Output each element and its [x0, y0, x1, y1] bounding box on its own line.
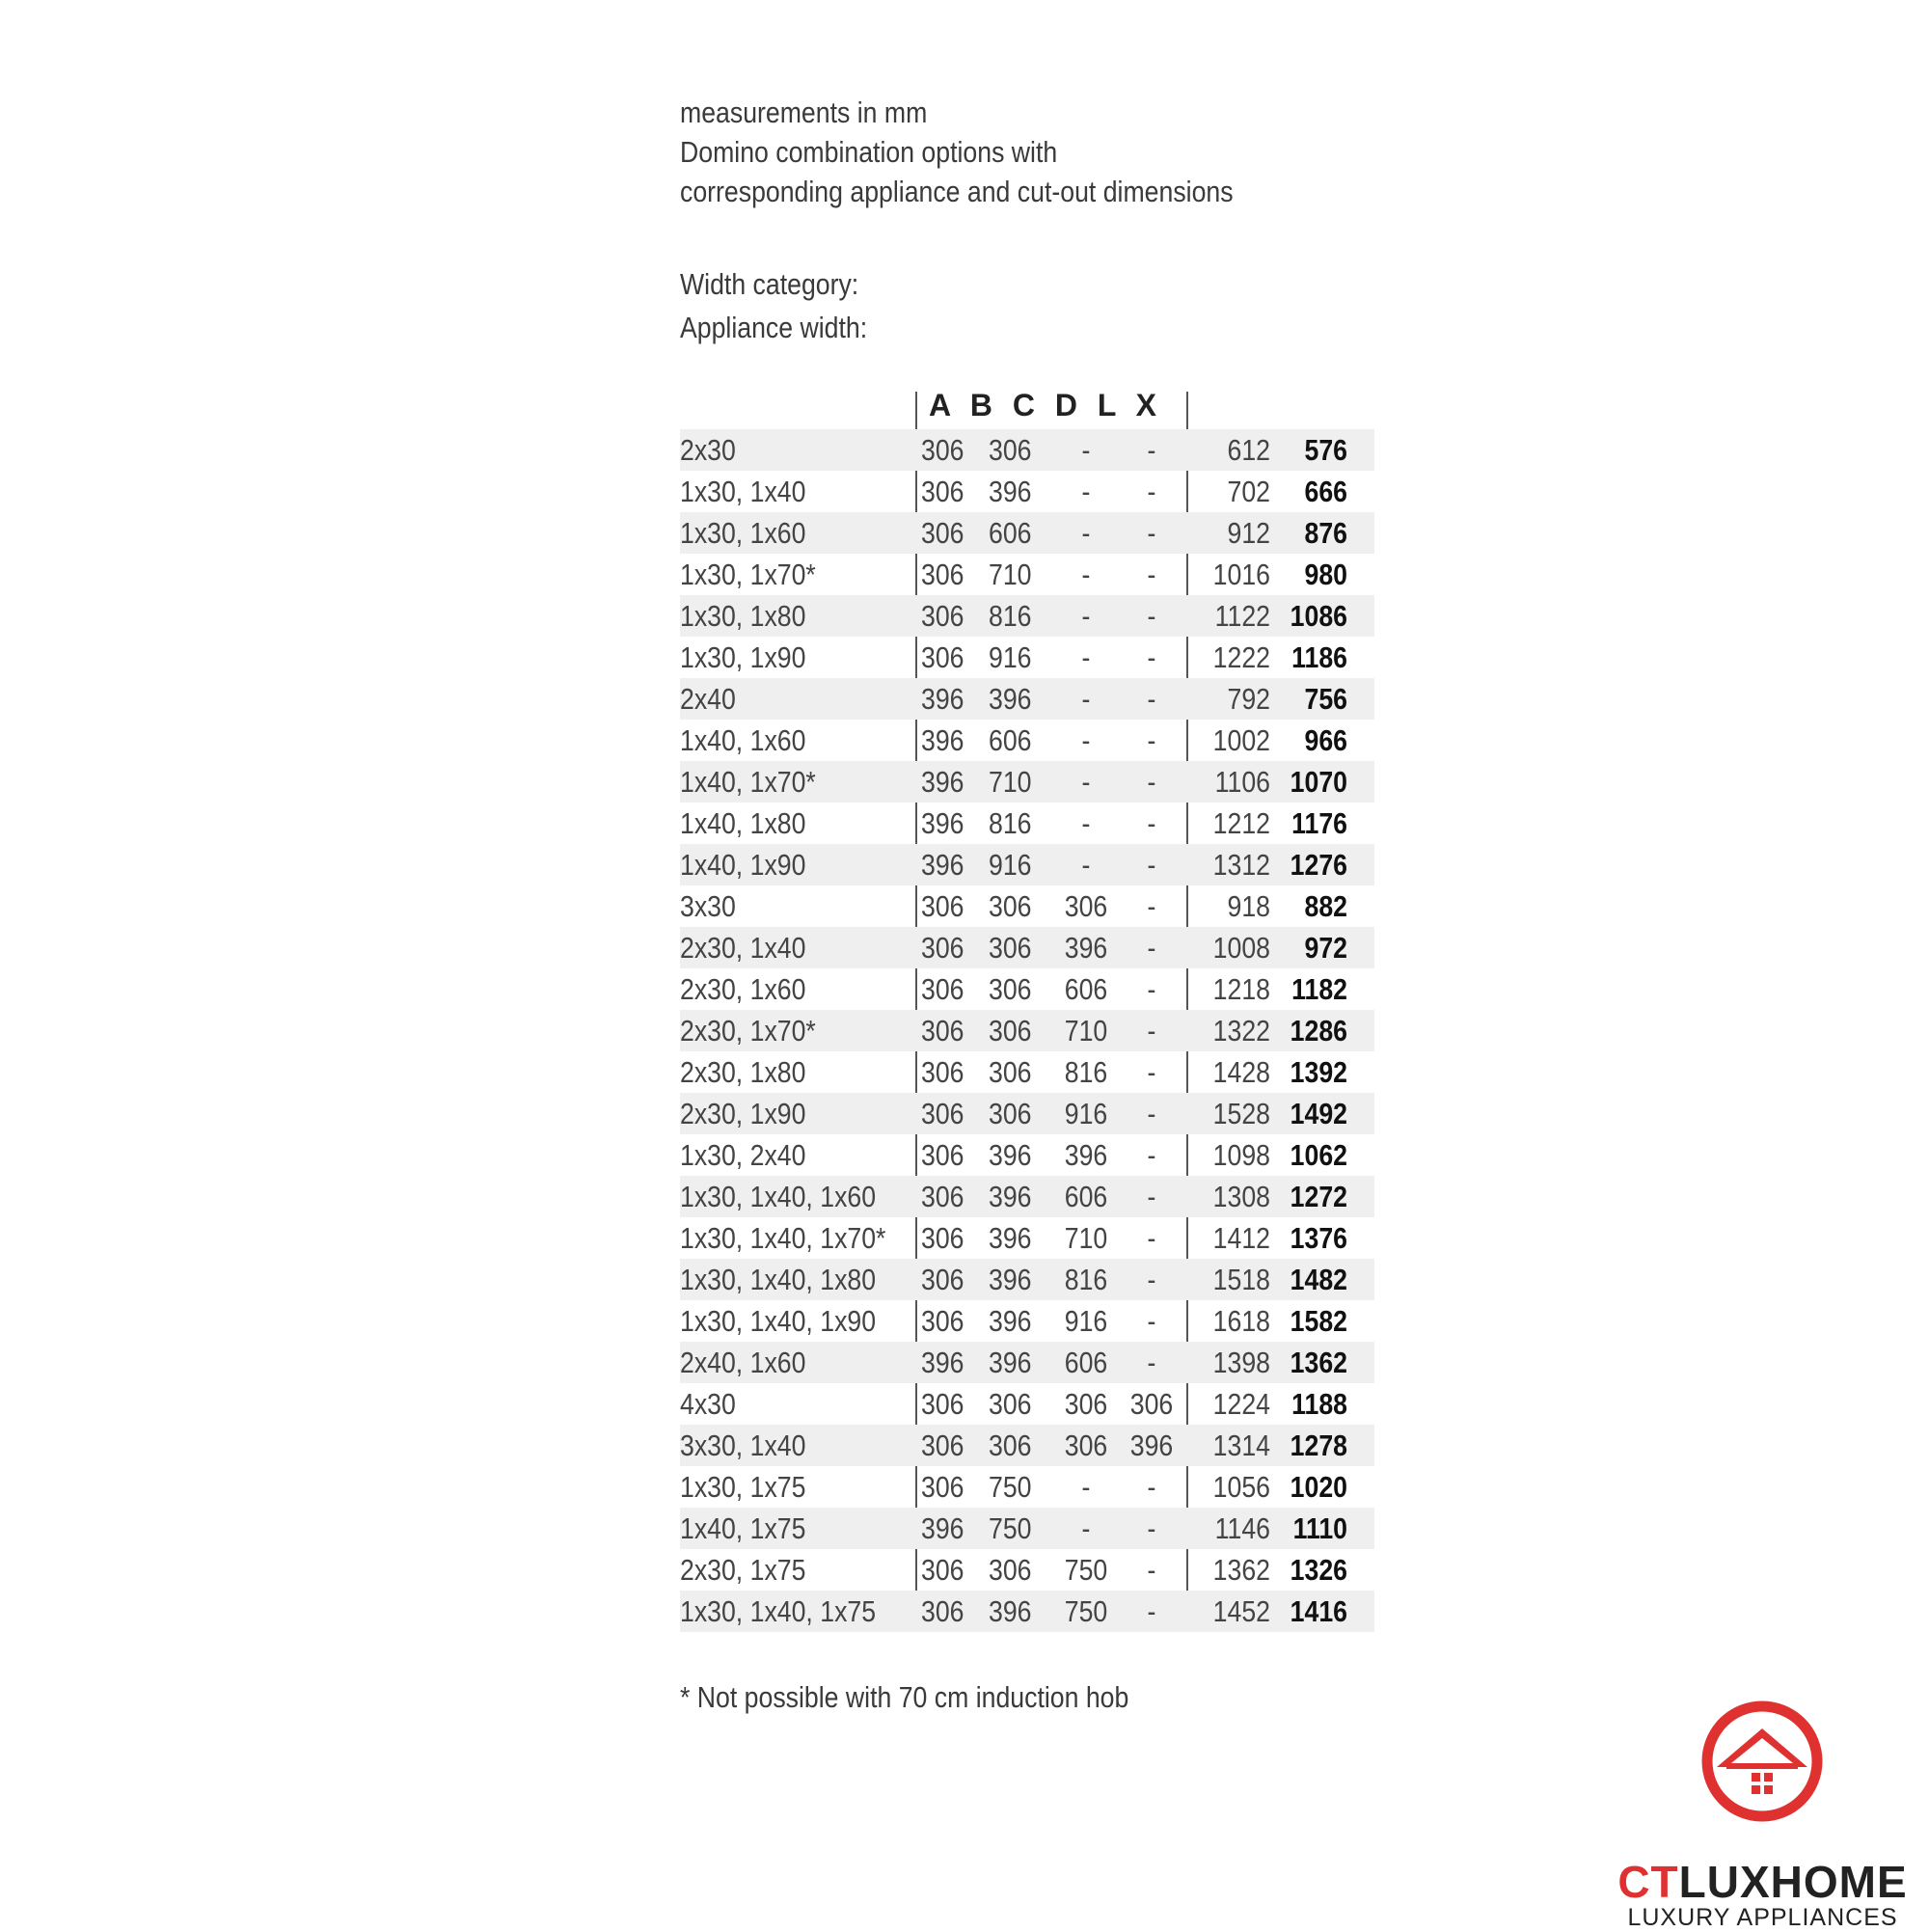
- brand-part-ct: CT: [1617, 1857, 1679, 1907]
- table-row: [680, 803, 1374, 844]
- document-header: [680, 93, 1394, 349]
- dimension-c-cell: -: [1081, 765, 1091, 799]
- appliance-width-cell: 612: [1227, 433, 1270, 467]
- cutout-width-cell: 756: [1304, 682, 1347, 716]
- dimension-a-cell: 396: [921, 1511, 964, 1545]
- table-row: [680, 1383, 1374, 1425]
- dimension-c-cell: -: [1081, 723, 1091, 757]
- dimension-a-cell: 306: [921, 1180, 964, 1213]
- combination-cell: 1x30, 2x40: [680, 1138, 806, 1172]
- brand-name: [1596, 1856, 1929, 1908]
- dimension-c-cell: -: [1081, 599, 1091, 633]
- dimension-a-cell: 306: [921, 1138, 964, 1172]
- dimension-d-cell: -: [1147, 972, 1156, 1006]
- dimension-b-cell: 710: [989, 558, 1032, 591]
- appliance-width-cell: 1528: [1212, 1097, 1270, 1130]
- intro-line-2: Domino combination options with: [680, 135, 1058, 169]
- combination-cell: 2x30, 1x40: [680, 931, 806, 965]
- dimension-a-cell: 306: [921, 931, 964, 965]
- dimension-b-cell: 396: [989, 1221, 1032, 1255]
- table-row: [680, 554, 1374, 595]
- dimension-b-cell: 306: [989, 889, 1032, 923]
- dimension-d-cell: -: [1147, 931, 1156, 965]
- dimension-a-cell: 306: [921, 516, 964, 550]
- combination-cell: 1x40, 1x90: [680, 848, 806, 882]
- dimension-c-cell: 306: [1064, 1387, 1108, 1421]
- dimension-a-cell: 306: [921, 1221, 964, 1255]
- combination-cell: 1x30, 1x40: [680, 475, 806, 508]
- table-row: [680, 1010, 1374, 1051]
- dimension-b-cell: 396: [989, 1138, 1032, 1172]
- cutout-width-cell: 1278: [1290, 1429, 1347, 1462]
- appliance-width-cell: 1322: [1212, 1014, 1270, 1048]
- dimension-c-cell: 750: [1064, 1553, 1108, 1587]
- dimension-a-cell: 396: [921, 723, 964, 757]
- dimension-c-cell: 816: [1064, 1055, 1108, 1089]
- combination-cell: 3x30, 1x40: [680, 1429, 806, 1462]
- appliance-width-cell: 1016: [1212, 558, 1270, 591]
- dimension-d-cell: -: [1147, 1553, 1156, 1587]
- dimension-d-cell: -: [1147, 1594, 1156, 1628]
- dimension-b-cell: 396: [989, 1263, 1032, 1296]
- dimension-d-cell: -: [1147, 682, 1156, 716]
- table-row: [680, 1591, 1374, 1632]
- cutout-width-cell: 1276: [1290, 848, 1347, 882]
- intro-line-1: measurements in mm: [680, 95, 928, 129]
- table-row: [680, 927, 1374, 968]
- appliance-width-cell: 1398: [1212, 1346, 1270, 1379]
- dimension-c-cell: 710: [1064, 1221, 1108, 1255]
- cutout-width-cell: 1062: [1290, 1138, 1347, 1172]
- dimension-a-cell: 306: [921, 1097, 964, 1130]
- cutout-width-cell: 972: [1304, 931, 1347, 965]
- combination-cell: 1x30, 1x40, 1x60: [680, 1180, 877, 1213]
- combination-cell: 1x30, 1x80: [680, 599, 806, 633]
- combination-cell: 1x30, 1x40, 1x90: [680, 1304, 877, 1338]
- table-row: [680, 1549, 1374, 1591]
- dimension-c-cell: 306: [1064, 1429, 1108, 1462]
- cutout-width-cell: 1286: [1290, 1014, 1347, 1048]
- dimension-b-cell: 396: [989, 1346, 1032, 1379]
- combination-cell: 1x40, 1x70*: [680, 765, 816, 799]
- dimension-a-cell: 306: [921, 1055, 964, 1089]
- table-row: [680, 1259, 1374, 1300]
- dimension-b-cell: 916: [989, 848, 1032, 882]
- dimension-c-cell: -: [1081, 806, 1091, 840]
- cutout-width-cell: 1582: [1290, 1304, 1347, 1338]
- dimension-d-cell: -: [1147, 475, 1156, 508]
- combination-cell: 1x40, 1x80: [680, 806, 806, 840]
- ctluxhome-logo: [1596, 1700, 1929, 1929]
- dimension-d-cell: -: [1147, 640, 1156, 674]
- dimension-a-cell: 306: [921, 1387, 964, 1421]
- dimension-d-cell: -: [1147, 1470, 1156, 1504]
- table-row: [680, 637, 1374, 678]
- table-row: [680, 429, 1374, 471]
- dimension-b-cell: 396: [989, 1304, 1032, 1338]
- dimension-d-cell: -: [1147, 765, 1156, 799]
- dimension-d-cell: -: [1147, 433, 1156, 467]
- appliance-width-cell: 1146: [1214, 1511, 1270, 1545]
- dimension-c-cell: -: [1081, 558, 1091, 591]
- dimension-c-cell: 916: [1064, 1097, 1108, 1130]
- cutout-width-cell: 1492: [1290, 1097, 1347, 1130]
- appliance-width-cell: 792: [1227, 682, 1270, 716]
- dimension-a-cell: 306: [921, 1594, 964, 1628]
- dimension-b-cell: 306: [989, 433, 1032, 467]
- dimension-b-cell: 750: [989, 1470, 1032, 1504]
- table-body: [680, 429, 1374, 1632]
- dimension-d-cell: -: [1147, 1221, 1156, 1255]
- table-row: [680, 1300, 1374, 1342]
- width-category-label: Width category:: [680, 267, 859, 301]
- appliance-width-cell: 1002: [1212, 723, 1270, 757]
- house-circle-icon: [1698, 1700, 1828, 1835]
- combination-cell: 2x30: [680, 433, 736, 467]
- cutout-width-cell: 576: [1304, 433, 1347, 467]
- table-row: [680, 844, 1374, 885]
- appliance-width-cell: 1122: [1214, 599, 1270, 633]
- dimension-a-cell: 306: [921, 1263, 964, 1296]
- dimension-c-cell: 750: [1064, 1594, 1108, 1628]
- appliance-width-cell: 1452: [1212, 1594, 1270, 1628]
- cutout-width-cell: 666: [1304, 475, 1347, 508]
- dimension-b-cell: 306: [989, 1429, 1032, 1462]
- dimension-d-cell: -: [1147, 1304, 1156, 1338]
- cutout-width-cell: 1482: [1290, 1263, 1347, 1296]
- appliance-width-cell: 1098: [1212, 1138, 1270, 1172]
- dimension-a-cell: 396: [921, 806, 964, 840]
- dimension-c-cell: -: [1081, 433, 1091, 467]
- dimension-d-cell: -: [1147, 558, 1156, 591]
- combination-cell: 2x40, 1x60: [680, 1346, 806, 1379]
- combination-cell: 2x30, 1x80: [680, 1055, 806, 1089]
- appliance-width-cell: 1008: [1212, 931, 1270, 965]
- appliance-width-cell: 1056: [1212, 1470, 1270, 1504]
- combination-cell: 3x30: [680, 889, 736, 923]
- dimension-c-cell: -: [1081, 1511, 1091, 1545]
- appliance-width-cell: 1106: [1214, 765, 1270, 799]
- dimension-c-cell: 606: [1064, 1346, 1108, 1379]
- table-row: [680, 1134, 1374, 1176]
- dimension-a-cell: 306: [921, 1553, 964, 1587]
- cutout-width-cell: 980: [1304, 558, 1347, 591]
- dimension-c-cell: -: [1081, 640, 1091, 674]
- combination-cell: 2x30, 1x90: [680, 1097, 806, 1130]
- brand-tagline: LUXURY APPLIANCES: [1627, 1904, 1898, 1931]
- width-labels: [680, 262, 1394, 349]
- combination-cell: 1x30, 1x75: [680, 1470, 806, 1504]
- dimension-d-cell: 306: [1129, 1387, 1174, 1421]
- combination-cell: 2x30, 1x70*: [680, 1014, 816, 1048]
- table-row: [680, 885, 1374, 927]
- dimension-a-cell: 306: [921, 475, 964, 508]
- dimension-b-cell: 306: [989, 1055, 1032, 1089]
- dimension-b-cell: 306: [989, 1387, 1032, 1421]
- cutout-width-cell: 1176: [1291, 806, 1347, 840]
- dimension-a-cell: 396: [921, 765, 964, 799]
- table-row: [680, 720, 1374, 761]
- dimension-c-cell: -: [1081, 475, 1091, 508]
- cutout-width-cell: 1020: [1290, 1470, 1347, 1504]
- dimension-a-cell: 396: [921, 682, 964, 716]
- appliance-width-cell: 1222: [1212, 640, 1270, 674]
- appliance-width-cell: 1212: [1212, 806, 1270, 840]
- appliance-width-cell: 1618: [1212, 1304, 1270, 1338]
- dimension-d-cell: -: [1147, 806, 1156, 840]
- dimension-d-cell: -: [1147, 1097, 1156, 1130]
- appliance-width-cell: 918: [1227, 889, 1270, 923]
- dimension-c-cell: -: [1081, 848, 1091, 882]
- dimension-d-cell: -: [1147, 723, 1156, 757]
- dimension-c-cell: 606: [1064, 1180, 1108, 1213]
- dimension-d-cell: -: [1147, 1180, 1156, 1213]
- dimension-b-cell: 396: [989, 682, 1032, 716]
- dimension-d-cell: -: [1147, 1014, 1156, 1048]
- table-row: [680, 678, 1374, 720]
- dimension-b-cell: 606: [989, 723, 1032, 757]
- dimension-d-cell: -: [1147, 1511, 1156, 1545]
- cutout-width-cell: 882: [1304, 889, 1347, 923]
- dimension-d-cell: -: [1147, 848, 1156, 882]
- dimension-b-cell: 710: [989, 765, 1032, 799]
- dimension-b-cell: 750: [989, 1511, 1032, 1545]
- cutout-width-cell: 1182: [1291, 972, 1347, 1006]
- cutout-width-cell: 1188: [1291, 1387, 1347, 1421]
- appliance-width-cell: 1428: [1212, 1055, 1270, 1089]
- appliance-width-cell: 1362: [1212, 1553, 1270, 1587]
- appliance-width-cell: 1224: [1212, 1387, 1270, 1421]
- dimension-a-cell: 396: [921, 848, 964, 882]
- combination-cell: 1x30, 1x60: [680, 516, 806, 550]
- dimension-d-cell: -: [1147, 1138, 1156, 1172]
- table-row: [680, 761, 1374, 803]
- dimension-a-cell: 396: [921, 1346, 964, 1379]
- dimension-a-cell: 306: [921, 1304, 964, 1338]
- brand-part-luxhome: LUXHOME: [1678, 1857, 1908, 1907]
- table-row: [680, 1051, 1374, 1093]
- dimension-d-cell: -: [1147, 599, 1156, 633]
- combination-cell: 1x40, 1x60: [680, 723, 806, 757]
- cutout-width-cell: 1070: [1290, 765, 1347, 799]
- cutout-width-cell: 1362: [1290, 1346, 1347, 1379]
- dimension-d-cell: -: [1147, 889, 1156, 923]
- cutout-width-cell: 1186: [1291, 640, 1347, 674]
- dimension-c-cell: -: [1081, 1470, 1091, 1504]
- dimension-c-cell: 396: [1064, 931, 1108, 965]
- appliance-width-label: Appliance width:: [680, 311, 868, 344]
- combination-cell: 1x30, 1x40, 1x70*: [680, 1221, 886, 1255]
- dimension-b-cell: 306: [989, 1097, 1032, 1130]
- combination-cell: 2x30, 1x60: [680, 972, 806, 1006]
- table-row: [680, 1176, 1374, 1217]
- table-row: [680, 471, 1374, 512]
- intro-line-3: corresponding appliance and cut-out dimensions: [680, 175, 1234, 208]
- combination-cell: 1x30, 1x40, 1x75: [680, 1594, 877, 1628]
- dimension-b-cell: 396: [989, 1594, 1032, 1628]
- dimension-a-cell: 306: [921, 640, 964, 674]
- dimension-d-cell: -: [1147, 1055, 1156, 1089]
- header-letters: A B C D L X: [929, 388, 1163, 422]
- dimension-b-cell: 306: [989, 1553, 1032, 1587]
- appliance-width-cell: 1218: [1212, 972, 1270, 1006]
- dimension-b-cell: 396: [989, 475, 1032, 508]
- dimension-b-cell: 916: [989, 640, 1032, 674]
- dimension-b-cell: 306: [989, 931, 1032, 965]
- appliance-width-cell: 1312: [1212, 848, 1270, 882]
- combination-cell: 1x30, 1x40, 1x80: [680, 1263, 877, 1296]
- appliance-width-cell: 702: [1227, 475, 1270, 508]
- dimension-c-cell: 606: [1064, 972, 1108, 1006]
- table-row: [680, 968, 1374, 1010]
- dimension-c-cell: 396: [1064, 1138, 1108, 1172]
- dimension-a-cell: 306: [921, 599, 964, 633]
- dimension-a-cell: 306: [921, 433, 964, 467]
- combination-cell: 4x30: [680, 1387, 736, 1421]
- table-header: [680, 386, 1374, 429]
- combination-cell: 1x30, 1x70*: [680, 558, 816, 591]
- table-row: [680, 1217, 1374, 1259]
- appliance-width-cell: 1314: [1212, 1429, 1270, 1462]
- cutout-width-cell: 1086: [1290, 599, 1347, 633]
- dimension-b-cell: 396: [989, 1180, 1032, 1213]
- table-row: [680, 1508, 1374, 1549]
- dimension-b-cell: 306: [989, 1014, 1032, 1048]
- cutout-width-cell: 1326: [1290, 1553, 1347, 1587]
- combination-cell: 2x30, 1x75: [680, 1553, 806, 1587]
- combination-cell: 1x30, 1x90: [680, 640, 806, 674]
- dimension-b-cell: 816: [989, 599, 1032, 633]
- cutout-width-cell: 1110: [1292, 1511, 1347, 1545]
- appliance-width-cell: 1412: [1212, 1221, 1270, 1255]
- dimension-c-cell: 816: [1064, 1263, 1108, 1296]
- dimension-a-cell: 306: [921, 558, 964, 591]
- dimension-b-cell: 606: [989, 516, 1032, 550]
- cutout-width-cell: 1392: [1290, 1055, 1347, 1089]
- dimension-c-cell: 916: [1064, 1304, 1108, 1338]
- dimension-a-cell: 306: [921, 972, 964, 1006]
- dimension-d-cell: 396: [1129, 1429, 1174, 1462]
- dimension-c-cell: -: [1081, 682, 1091, 716]
- dimension-b-cell: 816: [989, 806, 1032, 840]
- table-row: [680, 595, 1374, 637]
- table-row: [680, 512, 1374, 554]
- footnote: * Not possible with 70 cm induction hob: [680, 1680, 1129, 1714]
- dimension-c-cell: -: [1081, 516, 1091, 550]
- appliance-width-cell: 912: [1227, 516, 1270, 550]
- appliance-width-cell: 1518: [1212, 1263, 1270, 1296]
- cutout-width-cell: 876: [1304, 516, 1347, 550]
- dimension-d-cell: -: [1147, 1346, 1156, 1379]
- combination-table: [680, 386, 1374, 1632]
- dimension-a-cell: 306: [921, 1014, 964, 1048]
- dimension-b-cell: 306: [989, 972, 1032, 1006]
- cutout-width-cell: 966: [1304, 723, 1347, 757]
- dimension-a-cell: 306: [921, 889, 964, 923]
- dimension-c-cell: 306: [1064, 889, 1108, 923]
- table-row: [680, 1425, 1374, 1466]
- dimension-a-cell: 306: [921, 1429, 964, 1462]
- dimension-c-cell: 710: [1064, 1014, 1108, 1048]
- combination-cell: 2x40: [680, 682, 736, 716]
- cutout-width-cell: 1272: [1290, 1180, 1347, 1213]
- table-row: [680, 1342, 1374, 1383]
- cutout-width-cell: 1416: [1290, 1594, 1347, 1628]
- cutout-width-cell: 1376: [1290, 1221, 1347, 1255]
- dimension-d-cell: -: [1147, 516, 1156, 550]
- dimension-a-cell: 306: [921, 1470, 964, 1504]
- dimension-d-cell: -: [1147, 1263, 1156, 1296]
- table-row: [680, 1466, 1374, 1508]
- table-row: [680, 1093, 1374, 1134]
- combination-cell: 1x40, 1x75: [680, 1511, 806, 1545]
- appliance-width-cell: 1308: [1212, 1180, 1270, 1213]
